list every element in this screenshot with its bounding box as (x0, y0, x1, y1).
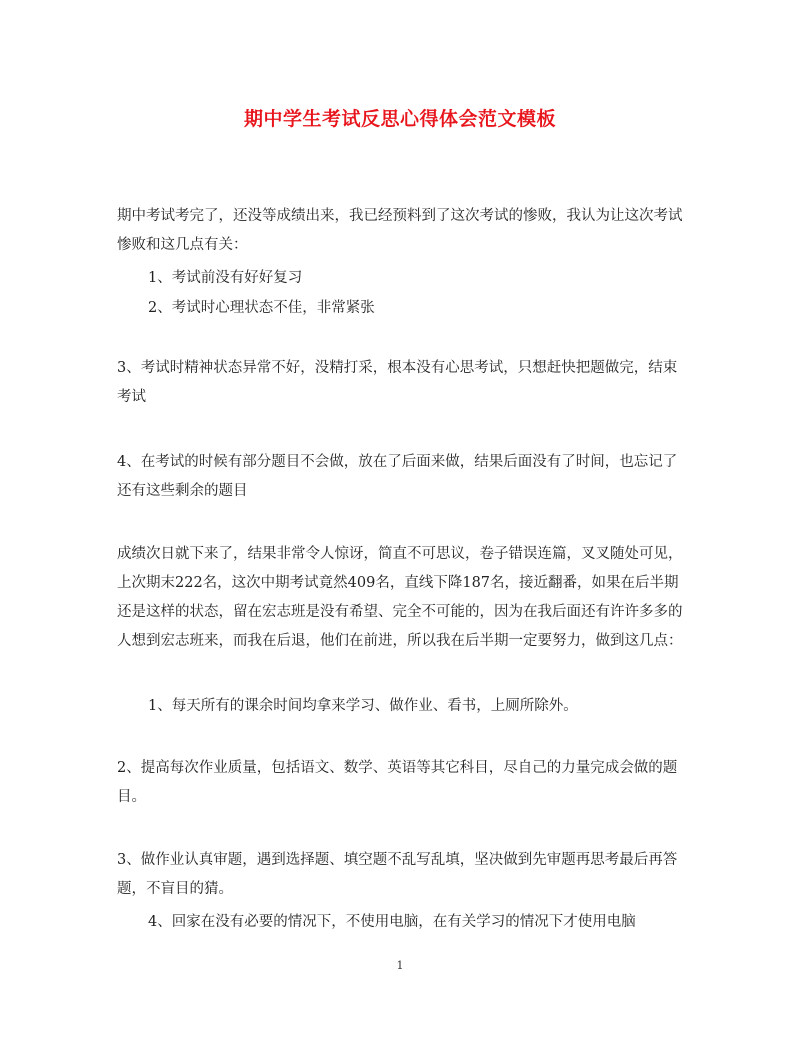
paragraph-results: 成绩次日就下来了，结果非常令人惊讶，简直不可思议，卷子错误连篇，叉叉随处可见，上次期末222名，这次中期考试竟然409名，直线下降187名，接近翻番，如果在后半期还是这样的状态，留在宏志班是没有希望、完全不可能的，因为在我后面还有许许多多的人想到宏志班来，而我在后退，他们在前进，所以我在后半期一定要努力，做到这几点： (117, 546, 683, 649)
paragraph-item-1: 1、考试前没有好好复习 (148, 270, 303, 286)
paragraph-plan-1: 1、每天所有的课余时间均拿来学习、做作业、看书，上厕所除外。 (148, 698, 578, 714)
paragraph-intro: 期中考试考完了，还没等成绩出来，我已经预料到了这次考试的惨败，我认为让这次考试惨败和这几点有关： (117, 208, 683, 253)
paragraph-item-2: 2、考试时心理状态不佳，非常紧张 (148, 300, 375, 316)
document-title: 期中学生考试反思心得体会范文模板 (243, 108, 556, 130)
paragraph-plan-4: 4、回家在没有必要的情况下，不使用电脑，在有关学习的情况下才使用电脑 (148, 914, 636, 930)
paragraph-plan-2: 2、提高每次作业质量，包括语文、数学、英语等其它科目，尽自己的力量完成会做的题目。 (117, 760, 678, 805)
paragraph-plan-3: 3、做作业认真审题，遇到选择题、填空题不乱写乱填，坚决做到先审题再思考最后再答题，不盲目的猜。 (117, 852, 678, 897)
page-number: 1 (396, 959, 404, 972)
paragraph-item-3: 3、考试时精神状态异常不好，没精打采，根本没有心思考试，只想赶快把题做完，结束考试 (117, 360, 678, 405)
paragraph-item-4: 4、在考试的时候有部分题目不会做，放在了后面来做，结果后面没有了时间，也忘记了还有这些剩余的题目 (117, 454, 678, 499)
